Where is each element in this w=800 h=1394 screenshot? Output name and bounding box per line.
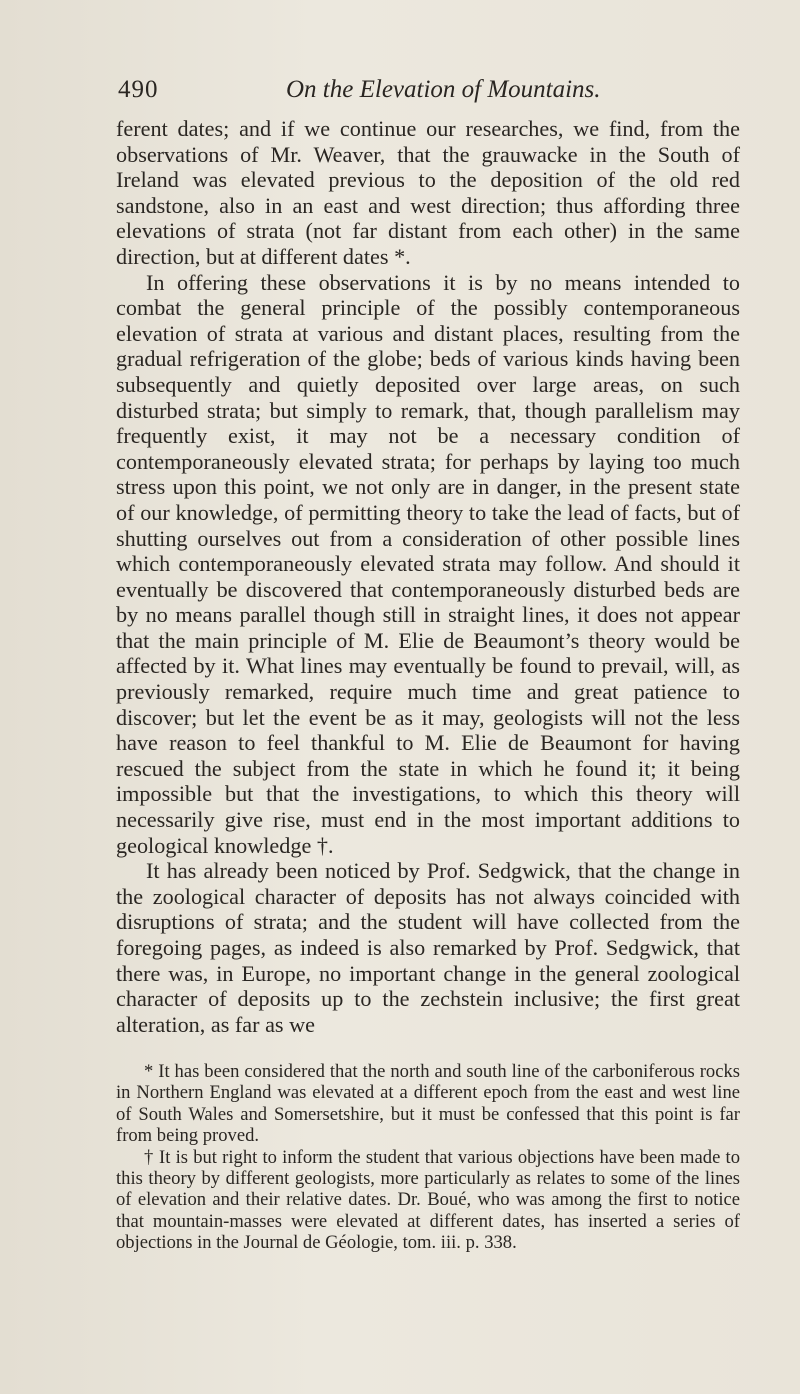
footnote-dagger: † It is but right to inform the student that various objections have been made to this theory by different geologists, more particularly as relates to some of the lines of elevation and their relative dates. Dr. Boué, who was among the first to notice that mountain-masses were elevated at different dates, has inserted a series of objections in the Journal de Géologie, tom. iii. p. 338. — [116, 1146, 740, 1254]
running-title: On the Elevation of Mountains. — [286, 76, 601, 103]
paragraph: In offering these observations it is by no means intended to combat the general principle of the possibly contemporaneous elevation of strata at various and distant places, resulting from the gradual refrigeration of the globe; beds of various kinds having been subsequently and quietly deposited over large areas, on such disturbed strata; but simply to remark, that, though parallelism may frequently exist, it may not be a necessary condition of contemporaneously elevated strata; for perhaps by laying too much stress upon this point, we not only are in danger, in the present state of our knowledge, of permitting theory to take the lead of facts, but of shutting ourselves out from a consideration of other possible lines which contemporaneously elevated strata may follow. And should it eventually be discovered that contemporaneously disturbed beds are by no means parallel though still in straight lines, it does not appear that the main principle of M. Elie de Beaumont’s theory would be affected by it. What lines may eventually be found to prevail, will, as previously remarked, require much time and great patience to discover; but let the event be as it may, geologists will not the less have reason to feel thankful to M. Elie de Beaumont for having rescued the subject from the state in which he found it; it being impossible but that the investigations, to which this theory will necessarily give rise, must end in the most important additions to geological knowledge †. — [116, 269, 740, 858]
footnote-asterisk: * It has been considered that the north and south line of the carboniferous rocks in Northern England was elevated at a different epoch from the east and west line of South Wales and Somersetshire, but it must be confessed that this point is far from being proved. — [116, 1061, 740, 1147]
page-header — [118, 76, 742, 116]
paragraph: It has already been noticed by Prof. Sedgwick, that the change in the zoological character of deposits has not always coincided with disruptions of strata; and the student will have collected from the foregoing pages, as indeed is also remarked by Prof. Sedgwick, that there was, in Europe, no important change in the general zoological character of deposits up to the zechstein inclusive; the first great alteration, as far as we — [116, 858, 740, 1037]
page-number: 490 — [118, 76, 159, 103]
footnotes — [116, 1061, 740, 1254]
paragraph-continuation: ferent dates; and if we continue our researches, we find, from the observations of Mr. Weaver, that the grauwacke in the South of Ireland was elevated previous to the deposition of the old red sandstone, also in an east and west direction; thus affording three elevations of strata (not far distant from each other) in the same direction, but at different dates *. — [116, 116, 740, 269]
body-text — [116, 116, 740, 1037]
